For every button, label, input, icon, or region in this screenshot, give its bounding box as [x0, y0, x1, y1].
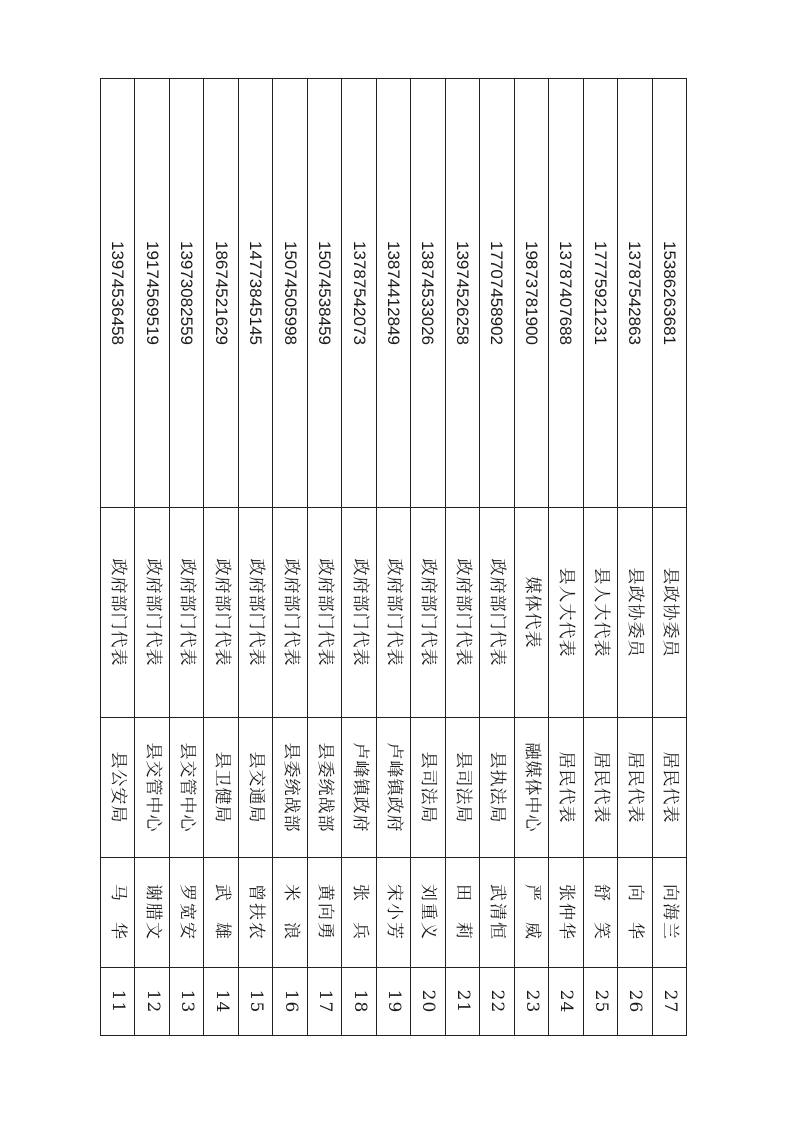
name-cell: 田 莉	[445, 858, 479, 968]
role-cell: 政府部门代表	[204, 508, 238, 718]
table-row	[480, 79, 514, 1036]
phone-cell: 13874412849	[376, 79, 410, 508]
role-cell: 县人大代表	[583, 508, 617, 718]
unit-cell: 县交通局	[238, 718, 272, 858]
unit-cell: 县司法局	[411, 718, 445, 858]
unit-cell: 县司法局	[445, 718, 479, 858]
role-cell: 政府部门代表	[307, 508, 341, 718]
phone-cell: 13974526258	[445, 79, 479, 508]
table-row	[514, 79, 548, 1036]
phone-cell: 18674521629	[204, 79, 238, 508]
phone-cell: 13874533026	[411, 79, 445, 508]
name-cell: 向海兰	[652, 858, 686, 968]
number-cell: 25	[583, 968, 617, 1036]
phone-cell: 13787542863	[618, 79, 652, 508]
number-cell: 11	[101, 968, 136, 1036]
name-cell: 黄向勇	[307, 858, 341, 968]
phone-cell: 13787542073	[342, 79, 376, 508]
unit-cell: 县委统战部	[307, 718, 341, 858]
roster-table	[100, 78, 687, 1036]
number-cell: 27	[652, 968, 686, 1036]
role-cell: 政府部门代表	[342, 508, 376, 718]
phone-cell: 13973082559	[169, 79, 203, 508]
role-cell: 政府部门代表	[101, 508, 136, 718]
table-row	[376, 79, 410, 1036]
number-cell: 22	[480, 968, 514, 1036]
name-cell: 谢腊文	[135, 858, 169, 968]
table-row	[238, 79, 272, 1036]
phone-cell: 15074538459	[307, 79, 341, 508]
role-cell: 政府部门代表	[238, 508, 272, 718]
role-cell: 政府部门代表	[445, 508, 479, 718]
role-cell: 政府部门代表	[376, 508, 410, 718]
role-cell: 县人大代表	[549, 508, 583, 718]
table-row	[307, 79, 341, 1036]
table-row	[583, 79, 617, 1036]
phone-cell: 19174569519	[135, 79, 169, 508]
unit-cell: 县卫健局	[204, 718, 238, 858]
table-row	[652, 79, 686, 1036]
roster-page	[100, 78, 687, 1035]
name-cell: 米 浪	[273, 858, 307, 968]
unit-cell: 融媒体中心	[514, 718, 548, 858]
number-cell: 24	[549, 968, 583, 1036]
name-cell: 刘重义	[411, 858, 445, 968]
number-cell: 15	[238, 968, 272, 1036]
table-row	[342, 79, 376, 1036]
unit-cell: 县交管中心	[135, 718, 169, 858]
phone-cell: 15074505998	[273, 79, 307, 508]
unit-cell: 卢峰镇政府	[342, 718, 376, 858]
number-cell: 23	[514, 968, 548, 1036]
name-cell: 曾扶农	[238, 858, 272, 968]
table-row	[204, 79, 238, 1036]
table-row	[169, 79, 203, 1036]
phone-cell: 17775921231	[583, 79, 617, 508]
name-cell: 马 华	[101, 858, 136, 968]
number-cell: 19	[376, 968, 410, 1036]
unit-cell: 居民代表	[549, 718, 583, 858]
table-row	[411, 79, 445, 1036]
name-cell: 武清恒	[480, 858, 514, 968]
phone-cell: 19873781900	[514, 79, 548, 508]
name-cell: 舒 笑	[583, 858, 617, 968]
number-cell: 17	[307, 968, 341, 1036]
name-cell: 向 华	[618, 858, 652, 968]
unit-cell: 居民代表	[618, 718, 652, 858]
role-cell: 政府部门代表	[135, 508, 169, 718]
roster-body	[101, 79, 687, 1036]
role-cell: 媒体代表	[514, 508, 548, 718]
phone-cell: 14773845145	[238, 79, 272, 508]
table-row	[135, 79, 169, 1036]
role-cell: 政府部门代表	[480, 508, 514, 718]
role-cell: 县政协委员	[618, 508, 652, 718]
name-cell: 严 威	[514, 858, 548, 968]
unit-cell: 县执法局	[480, 718, 514, 858]
unit-cell: 居民代表	[583, 718, 617, 858]
unit-cell: 县委统战部	[273, 718, 307, 858]
role-cell: 政府部门代表	[411, 508, 445, 718]
number-cell: 26	[618, 968, 652, 1036]
name-cell: 张 兵	[342, 858, 376, 968]
phone-cell: 13974536458	[101, 79, 136, 508]
number-cell: 21	[445, 968, 479, 1036]
number-cell: 14	[204, 968, 238, 1036]
name-cell: 宋小芳	[376, 858, 410, 968]
role-cell: 县政协委员	[652, 508, 686, 718]
unit-cell: 县公安局	[101, 718, 136, 858]
unit-cell: 县交管中心	[169, 718, 203, 858]
unit-cell: 居民代表	[652, 718, 686, 858]
table-row	[273, 79, 307, 1036]
role-cell: 政府部门代表	[273, 508, 307, 718]
table-row	[101, 79, 136, 1036]
name-cell: 武 雄	[204, 858, 238, 968]
name-cell: 张仲华	[549, 858, 583, 968]
phone-cell: 13787407688	[549, 79, 583, 508]
role-cell: 政府部门代表	[169, 508, 203, 718]
number-cell: 20	[411, 968, 445, 1036]
unit-cell: 卢峰镇政府	[376, 718, 410, 858]
number-cell: 12	[135, 968, 169, 1036]
table-row	[445, 79, 479, 1036]
name-cell: 罗宽安	[169, 858, 203, 968]
phone-cell: 15386263681	[652, 79, 686, 508]
number-cell: 16	[273, 968, 307, 1036]
table-row	[549, 79, 583, 1036]
table-row	[618, 79, 652, 1036]
phone-cell: 17707458902	[480, 79, 514, 508]
number-cell: 13	[169, 968, 203, 1036]
number-cell: 18	[342, 968, 376, 1036]
